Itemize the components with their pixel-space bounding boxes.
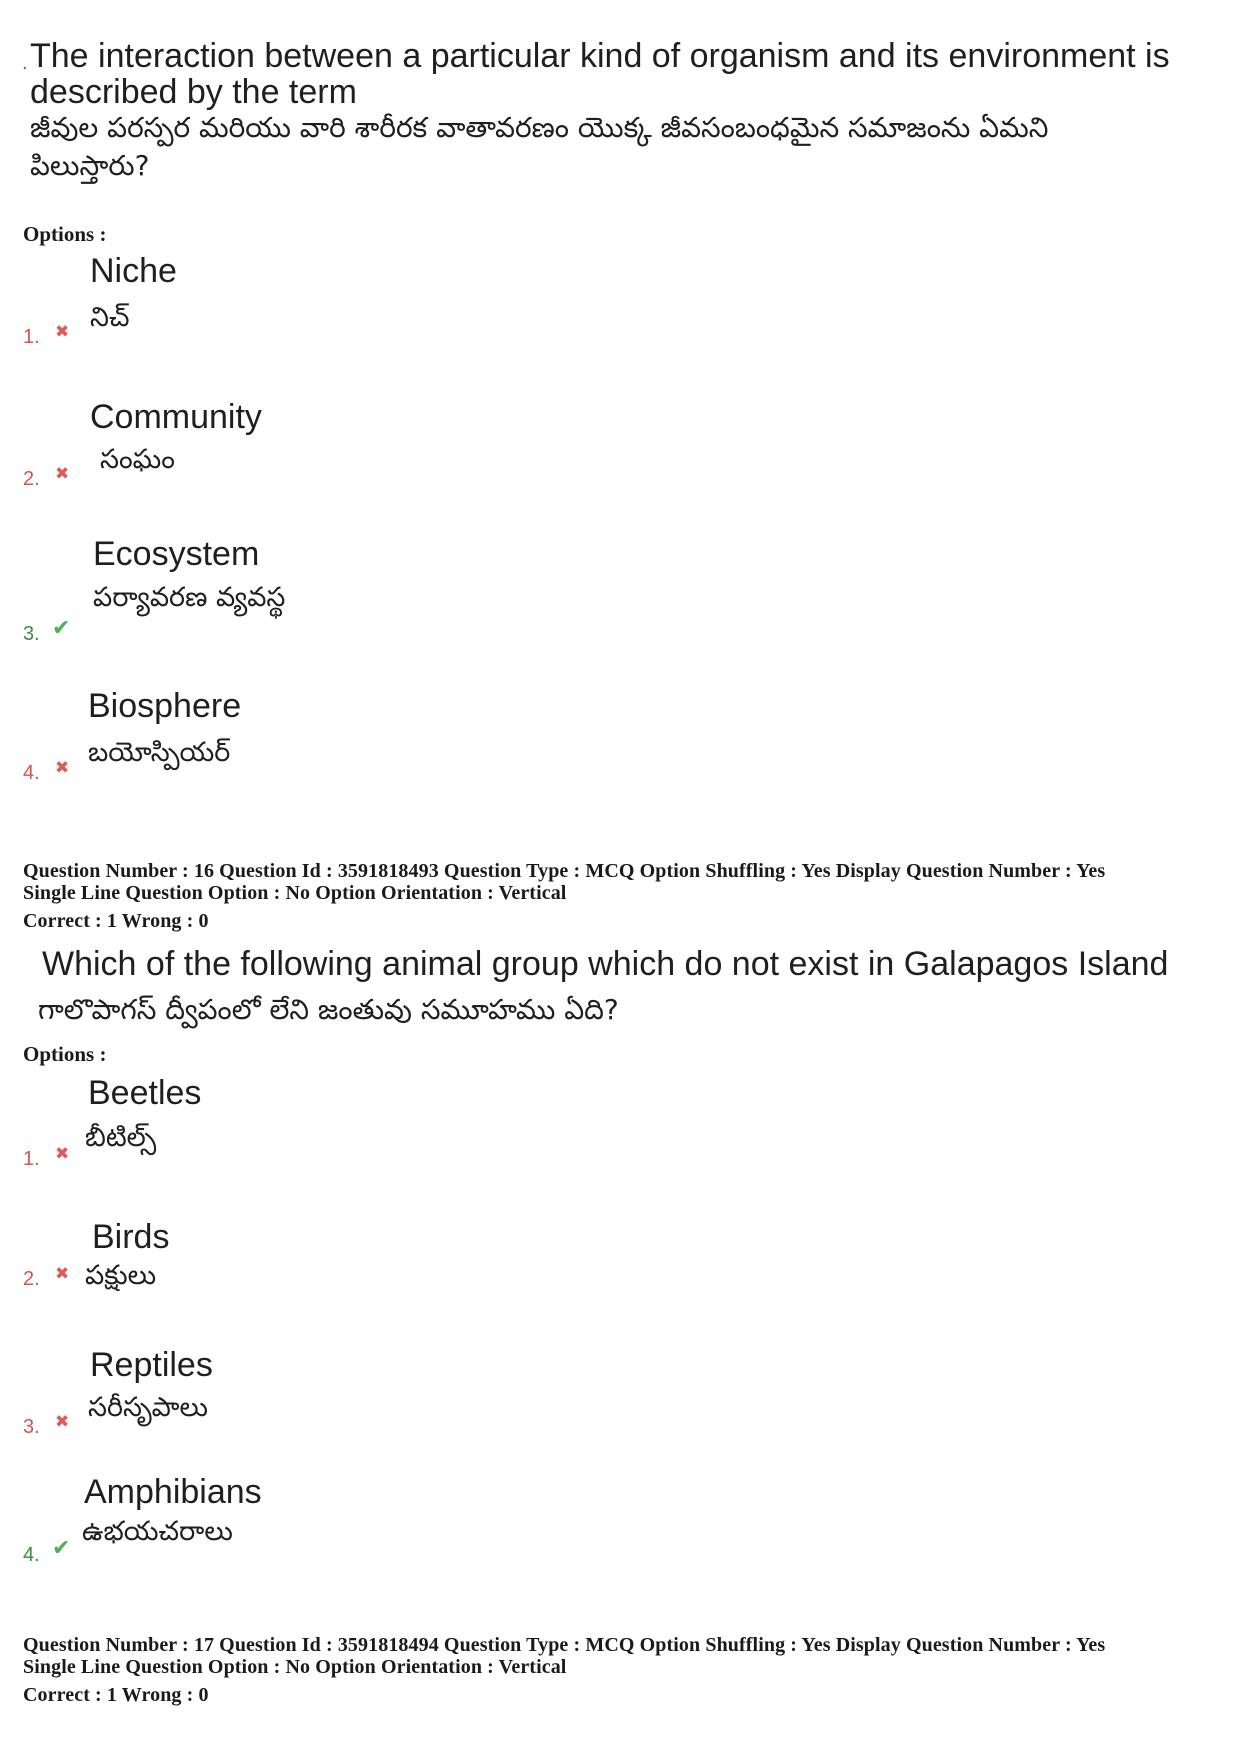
option-number: 3. [23, 1416, 40, 1438]
wrong-mark-icon: ✖ [55, 464, 70, 484]
option-number: 1. [23, 1148, 40, 1170]
option-number: 4. [23, 762, 40, 784]
question-16-text-te: గాలొపాగస్ ద్వీపంలో లేని జంతువు సమూహము ఏది? [38, 993, 619, 1026]
correct-check-icon: ✔ [52, 1536, 71, 1561]
option-text-te: పర్యావరణ వ్యవస్థ [93, 582, 286, 613]
correct-check-icon: ✔ [52, 616, 71, 641]
wrong-mark-icon: ✖ [55, 1264, 70, 1284]
option-text-te: ఉభయచరాలు [82, 1516, 233, 1547]
option-text-te: నిచ్ [90, 302, 130, 333]
wrong-mark-icon: ✖ [55, 1144, 70, 1164]
options-label: Options : [23, 222, 107, 246]
option-text-te: సంఘం [100, 444, 175, 475]
option-text-en: Ecosystem [93, 535, 260, 573]
option-text-en: Community [90, 398, 262, 436]
option-text-te: బయోస్పియర్ [88, 737, 231, 768]
wrong-mark-icon: ✖ [55, 322, 70, 342]
option-text-te: బీటిల్స్ [85, 1122, 157, 1153]
option-text-en: Reptiles [90, 1346, 213, 1384]
question-meta-line2: Single Line Question Option : No Option Orientation : Vertical [23, 1656, 567, 1678]
option-text-en: Niche [90, 252, 177, 290]
question-16-text-en: Which of the following animal group which do not exist in Galapagos Island [42, 945, 1169, 983]
options-label: Options : [23, 1042, 107, 1066]
question-15-text-te-line2: పిలుస్తారు? [30, 149, 150, 182]
option-number: 4. [23, 1544, 40, 1566]
option-number: 2. [23, 1268, 40, 1290]
option-number: 1. [23, 326, 40, 348]
question-meta-line1: Question Number : 17 Question Id : 3591818494 Question Type : MCQ Option Shuffling : Yes Display Question Number : Yes [23, 1634, 1106, 1656]
question-15-text-en-line1: The interaction between a particular kind of organism and its environment is [30, 37, 1170, 75]
option-text-te: సరీసృపాలు [88, 1392, 208, 1423]
wrong-mark-icon: ✖ [55, 1412, 70, 1432]
leading-mark: . [22, 52, 28, 74]
wrong-mark-icon: ✖ [55, 758, 70, 778]
question-15-text-en-line2: described by the term [30, 73, 357, 111]
option-text-en: Birds [92, 1218, 170, 1256]
question-meta-score: Correct : 1 Wrong : 0 [23, 1684, 209, 1706]
option-text-en: Biosphere [88, 687, 242, 725]
question-15-text-te-line1: జీవుల పరస్పర మరియు వారి శారీరక వాతావరణం యొక్క జీవసంబంధమైన సమాజంను ఏమని [30, 111, 1049, 144]
option-number: 3. [23, 623, 40, 645]
option-text-en: Beetles [88, 1074, 202, 1112]
option-text-te: పక్షులు [85, 1260, 157, 1291]
option-number: 2. [23, 468, 40, 490]
question-meta-line1: Question Number : 16 Question Id : 3591818493 Question Type : MCQ Option Shuffling : Yes Display Question Number : Yes [23, 860, 1106, 882]
question-meta-score: Correct : 1 Wrong : 0 [23, 910, 209, 932]
question-meta-line2: Single Line Question Option : No Option Orientation : Vertical [23, 882, 567, 904]
option-text-en: Amphibians [84, 1473, 262, 1511]
